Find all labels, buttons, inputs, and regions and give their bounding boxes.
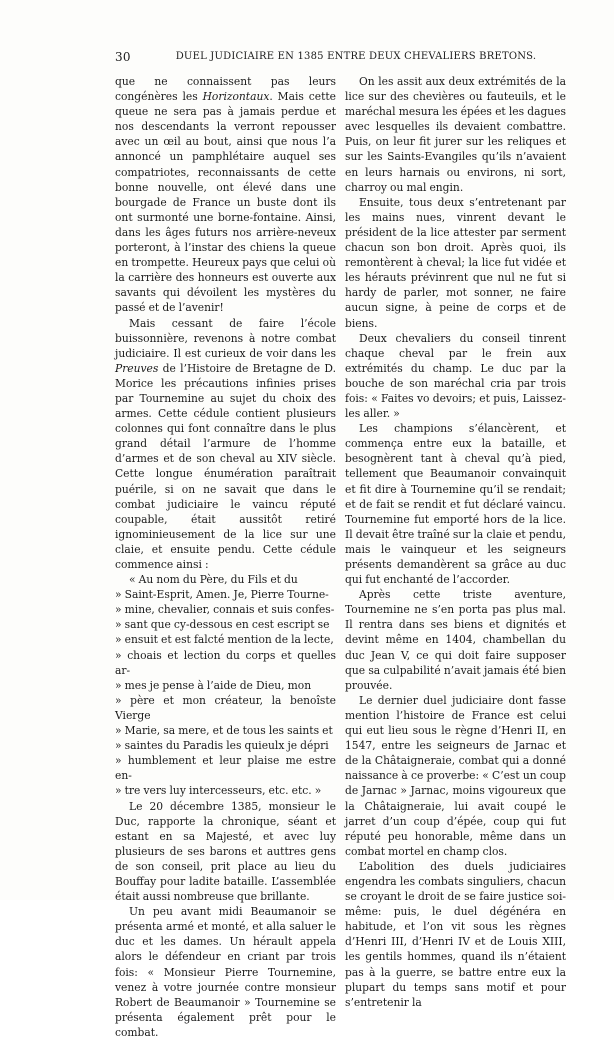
quote-line: » père et mon créateur, la benoîste Vierge xyxy=(115,693,336,722)
quote-line: » tre vers luy intercesseurs, etc. etc. » xyxy=(115,784,322,798)
quote-line: » saintes du Paradis les quieulx je dépri xyxy=(115,739,329,753)
page-number: 30 xyxy=(115,50,131,64)
quote-line: » Saint-Esprit, Amen. Je, Pierre Tourne- xyxy=(115,588,329,602)
text-run: . Mais cette queue ne sera pas à jamais perdue et nos descendants la verront repousser avec un œil au bout, ainsi que nous l’a annoncé un pamphlétaire auquel ses compatriotes, reconnaissants de cette bonne nouvelle, ont élevé dans une bourgade de France un buste dont ils ont surmonté une borne-fontaine. Ainsi, dans les âges futurs nos arrière-neveux porteront, à l’instar des chiens la queue en trompette. Heureux pays que celui où la carrière des honneurs est ouverte aux savants qui dévoilent les mystères du passé et de l’avenir! xyxy=(115,90,336,315)
quote-line: » mes je pense à l’aide de Dieu, mon xyxy=(115,678,312,692)
quote-line: » sant que cy-dessous en cest escript se xyxy=(115,618,330,632)
paragraph: Un peu avant midi Beaumanoir se présenta armé et monté, et alla saluer le duc et les dames. Un hérault appela alors le défendeur en criant par trois fois: « Monsieur Pierre Tournemine, venez à votre journée contre monsieur Robert de Beaumanoir » Tournemine se présenta également prêt pour le combat. xyxy=(115,905,336,1039)
text-run: de l’Histoire de Bretagne de D. Morice les précautions infinies prises par Tournemine au sujet du choix des armes. Cette cédule contient plusieurs colonnes qui font connaître dans le plus grand détail l’armure de l’homme d’armes et de son cheval au XIV siècle. Cette longue énumération paraîtrait puérile, si on ne savait que dans le combat judiciaire le vaincu réputé coupable, était aussitôt retiré ignominieusement de la lice sur une claie, et ensuite pendu. Cette cédule commence ainsi : xyxy=(115,361,336,571)
quote-line: « Au nom du Père, du Fils et du xyxy=(129,573,298,587)
right-column xyxy=(345,74,566,1010)
italic-term: Preuves xyxy=(115,361,159,375)
quote-line: » ensuit et est falcté mention de la lecte, xyxy=(115,633,334,647)
left-column xyxy=(115,74,336,1040)
page-header xyxy=(115,50,561,68)
quote-line: » Marie, sa mere, et de tous les saints et xyxy=(115,724,333,738)
quote-line: » humblement et leur plaise me estre en- xyxy=(115,754,336,783)
paragraph: Le dernier duel judiciaire dont fasse mention l’histoire de France est celui qui eut lieu sous le règne d’Henri II, en 1547, entre les seigneurs de Jarnac et de la Châtaigneraie, combat qui a donné naissance à ce proverbe: « C’est un coup de Jarnac » Jarnac, moins vigoureux que la Châtaigneraie, lui avait coupé le jarret d’un coup d’épée, coup qui fut réputé peu honorable, même dans un combat mortel en champ clos. xyxy=(345,693,566,858)
paragraph: L’abolition des duels judiciaires engendra les combats singuliers, chacun se croyant le droit de se faire justice soi-même: puis, le duel dégénéra en habitude, et l’on vit sous les règnes d’Henri III, d’Henri IV et de Louis XIII, les gentils hommes, quand ils n’étaient pas à la guerre, se battre entre eux la plupart du temps sans motif et pour s’entretenir la xyxy=(345,859,566,1009)
paragraph: Les champions s’élancèrent, et commença entre eux la bataille, et besognèrent tant à cheval qu’à pied, tellement que Beaumanoir convainquit et fit dire à Tournemine qu’il se rendait; et de fait se rendit et fut déclaré vaincu. Tournemine fut emporté hors de la lice. Il devait être traîné sur la claie et pendu, mais le vainqueur et les seigneurs présents demandèrent sa grâce au duc qui fut enchanté de l’accorder. xyxy=(345,422,566,587)
text-run: que ne connaissent pas leurs congénères les xyxy=(115,75,336,104)
quote-line: » choais et lection du corps et quelles ar- xyxy=(115,648,336,677)
paragraph: Deux chevaliers du conseil tinrent chaque cheval par le frein aux extrémités du champ. Le duc par la bouche de son maréchal cria par trois fois: « Faites vo devoirs; et puis, Laissez-les aller. » xyxy=(345,331,566,421)
paragraph: Le 20 décembre 1385, monsieur le Duc, rapporte la chronique, séant et estant en sa Majesté, et avec luy plusieurs de ses barons et auttres gens de son conseil, prit place au lieu du Bouffay pour ladite bataille. L’assemblée était aussi nombreuse que brillante. xyxy=(115,799,336,904)
italic-term: Horizontaux xyxy=(202,90,270,104)
paragraph: Après cette triste aventure, Tournemine ne s’en porta pas plus mal. Il rentra dans ses biens et dignités et devint même en 1404, chambellan du duc Jean V, ce qui doit faire supposer que sa culpabilité n’avait jamais été bien prouvée. xyxy=(345,588,566,692)
quote-line: » mine, chevalier, connais et suis confes- xyxy=(115,603,335,617)
quotation-block xyxy=(115,572,336,798)
paragraph: On les assit aux deux extrémités de la lice sur des chevières ou fauteuils, et le maréchal mesura les épées et les dagues avec lesquelles ils devaient combattre. Puis, on leur fit jurer sur les reliques et sur les Saints-Evangiles qu’ils n’avaient en leurs harnais ou environs, ni sort, charroy ou mal engin. xyxy=(345,75,566,194)
paragraph xyxy=(115,74,336,316)
text-run: Mais cessant de faire l’école buissonnière, revenons à notre combat judiciaire. Il est curieux de voir dans les xyxy=(115,316,336,360)
paragraph xyxy=(115,316,336,573)
running-title: DUEL JUDICIAIRE EN 1385 ENTRE DEUX CHEVALIERS BRETONS. xyxy=(175,51,537,62)
paragraph: Ensuite, tous deux s’entretenant par les mains nues, vinrent devant le président de la lice attester par serment chacun son bon droit. Après quoi, ils remontèrent à cheval; la lice fut vidée et les hérauts prévinrent que nul ne fut si hardy de parler, mot sonner, ne faire aucun signe, à peine de corps et de biens. xyxy=(345,195,566,330)
